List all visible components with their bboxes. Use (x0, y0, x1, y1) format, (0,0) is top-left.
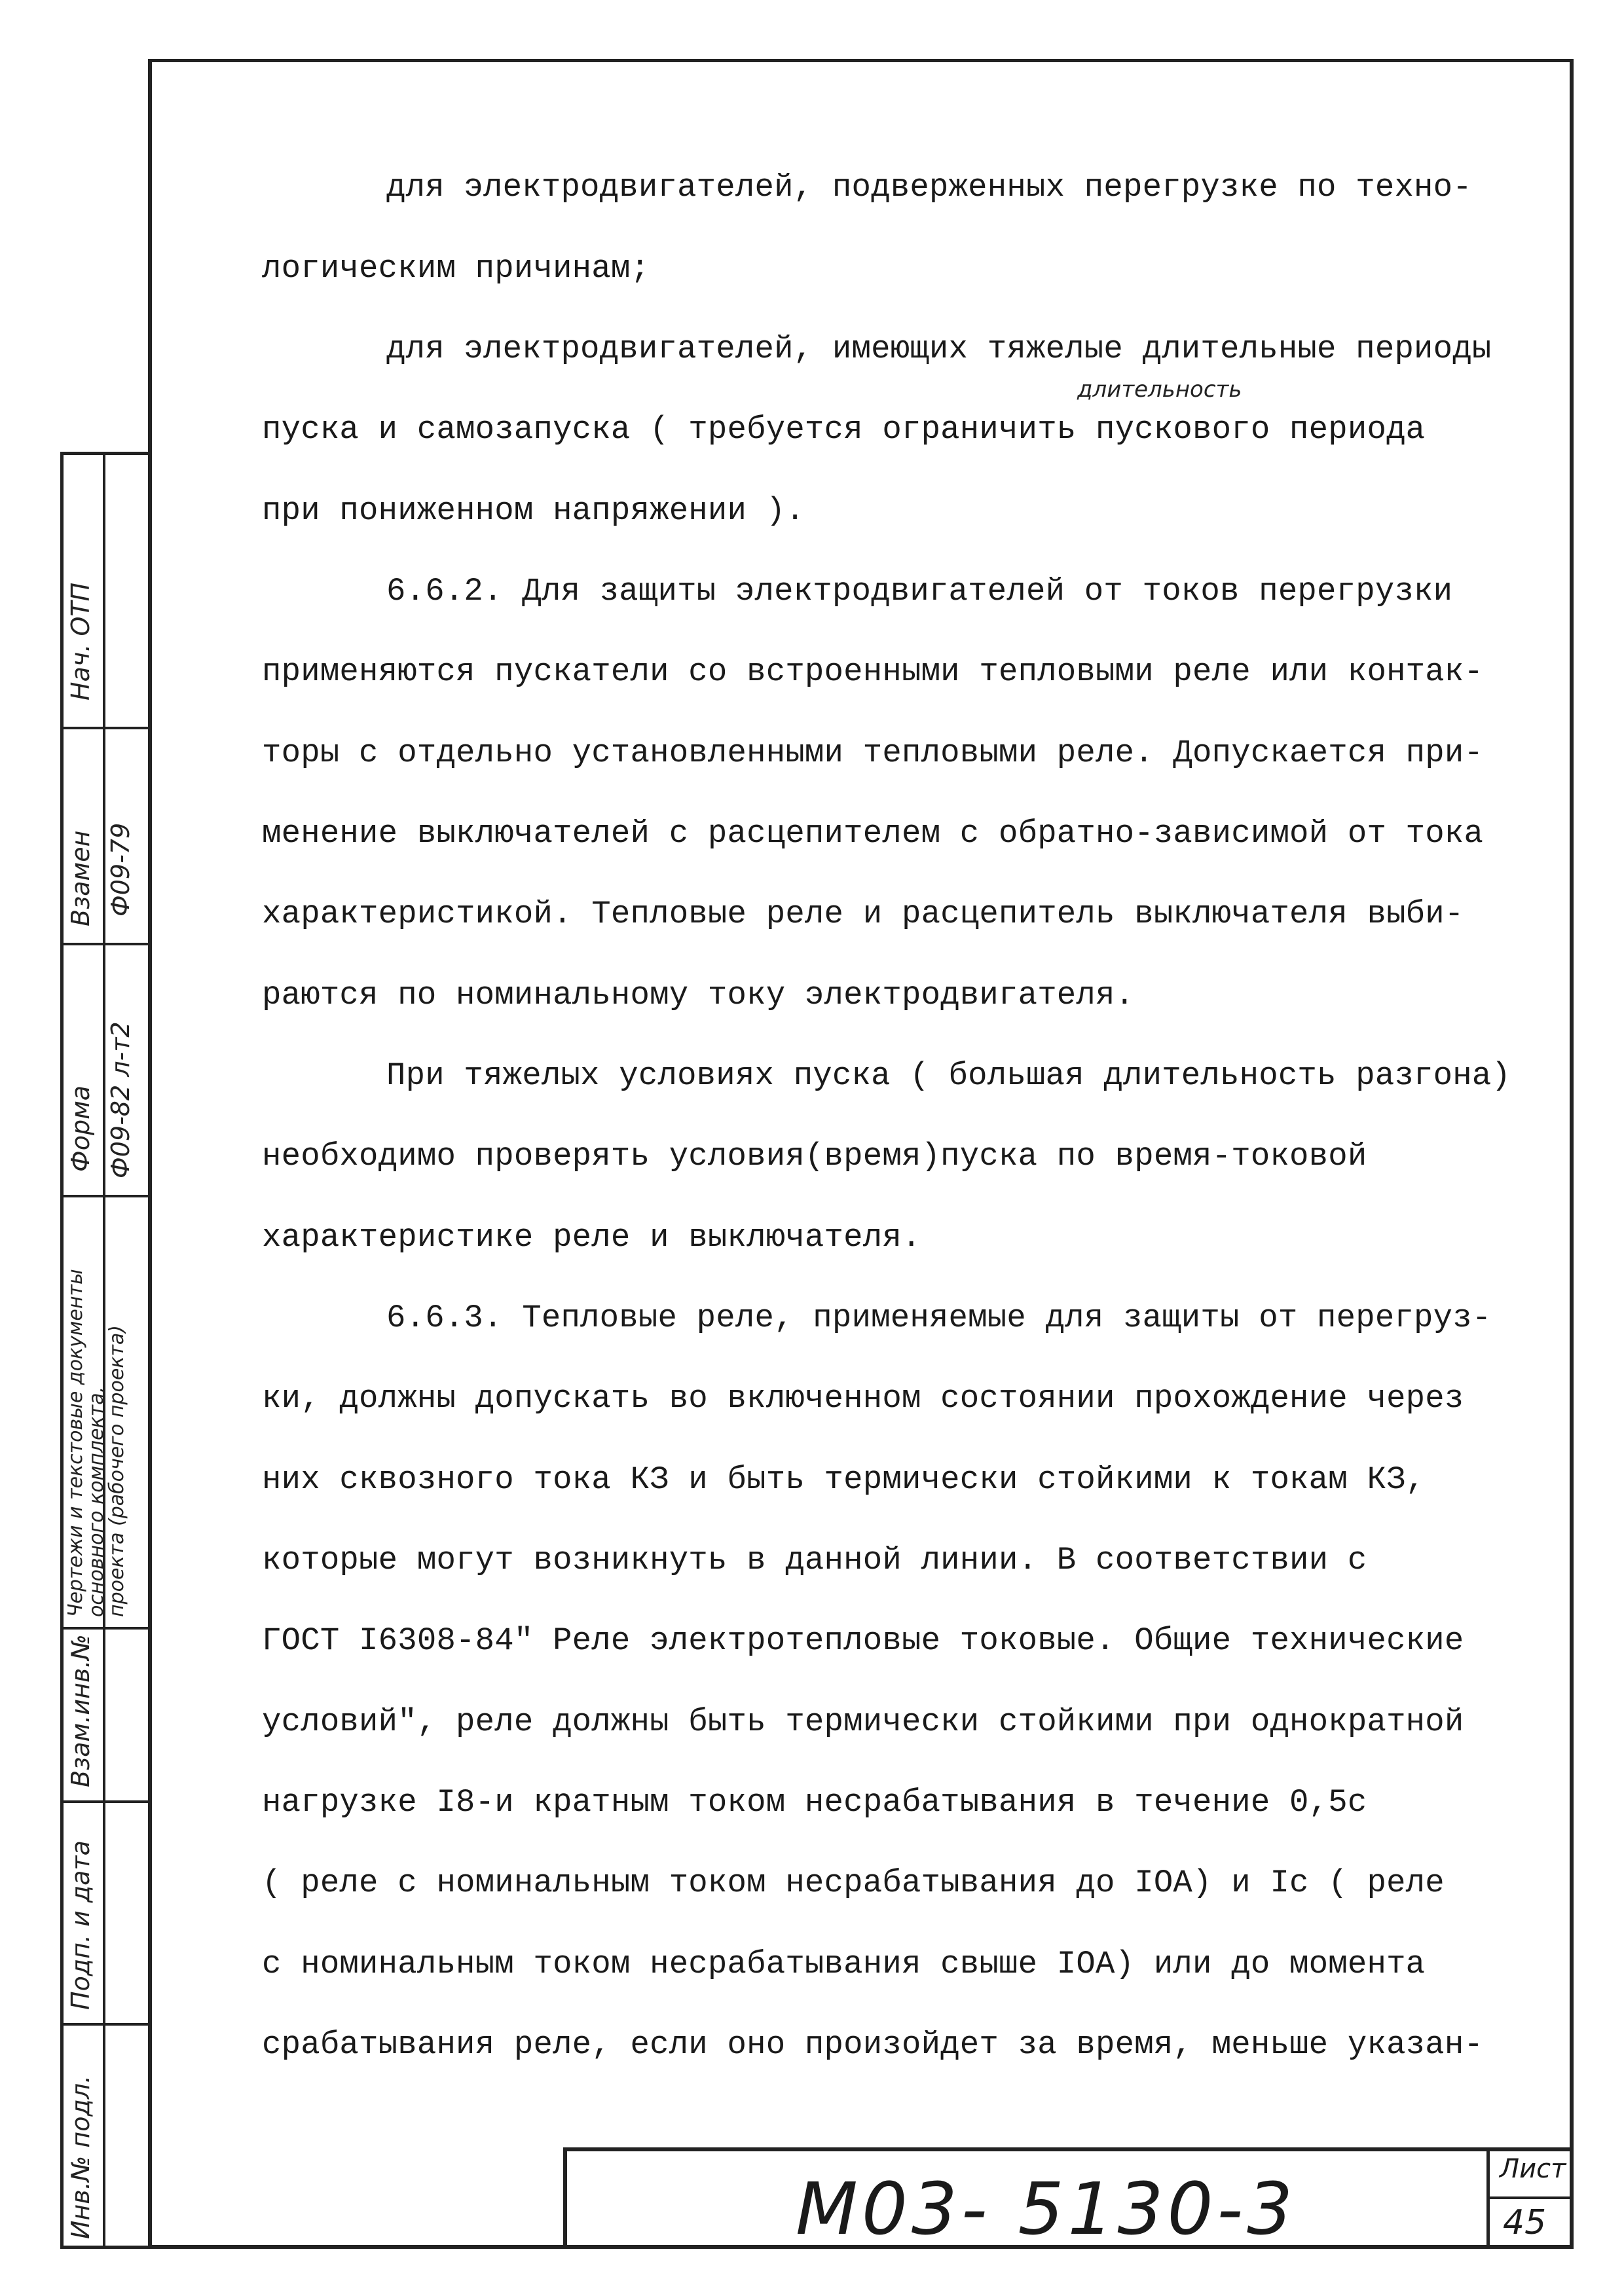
text-line: для электродвигателей, подверженных перегрузке по техно- (386, 169, 1472, 206)
text-line: которые могут возникнуть в данной линии. В соответствии с (262, 1542, 1367, 1578)
stamp-vzamen-value: Ф09-79 (106, 822, 135, 917)
text-line: при пониженном напряжении ). (262, 492, 805, 529)
stamp-row-divider (64, 727, 151, 729)
text-line: 6.6.2. Для защиты электродвигателей от токов перегрузки (386, 573, 1453, 610)
text-line: менение выключателей с расцепителем с обратно-зависимой от тока (262, 815, 1484, 852)
text-line: 6.6.3. Тепловые реле, применяемые для защиты от перегруз- (386, 1300, 1492, 1336)
text-line: срабатывания реле, если оно произойдет за время, меньше указан- (262, 2026, 1484, 2063)
stamp-inv-podl: Инв.№ подл. (66, 2075, 95, 2239)
stamp-forma-value: Ф09-82 л-т2 (106, 1021, 135, 1178)
text-line: торы с отдельно установленными тепловыми реле. Допускается при- (262, 735, 1484, 771)
stamp-vzamen-label: Взамен (66, 830, 95, 926)
text-line: ГОСТ I6308-84" Реле электротепловые токовые. Общие технические (262, 1622, 1464, 1659)
text-line: необходимо проверять условия(время)пуска по время-токовой (262, 1138, 1367, 1175)
sheet-number: 45 (1503, 2203, 1547, 2242)
stamp-row-divider (64, 2023, 151, 2026)
text-line: характеристике реле и выключателя. (262, 1219, 921, 1256)
sheet-box-divider (1490, 2196, 1574, 2199)
text-line: При тяжелых условиях пуска ( большая длительность разгона) (386, 1057, 1511, 1094)
stamp-row-divider (64, 1195, 151, 1197)
stamp-forma-label: Форма (66, 1085, 95, 1172)
stamp-row-divider (64, 1800, 151, 1803)
sheet-label: Лист (1500, 2154, 1566, 2184)
text-line: логическим причинам; (262, 250, 650, 287)
text-line: применяются пускатели со встроенными тепловыми реле или контак- (262, 653, 1484, 690)
stamp-row-divider (64, 943, 151, 945)
text-line: пуска и самозапуска ( требуется ограничить пускового периода (262, 411, 1426, 448)
text-line: характеристикой. Тепловые реле и расцепитель выключателя выби- (262, 896, 1464, 932)
text-line: нагрузке I8-и кратным током несрабатывания в течение 0,5с (262, 1784, 1367, 1821)
stamp-vzam-inv: Взам.инв.№ (66, 1634, 95, 1787)
stamp-nach-otp: Нач. ОТП (66, 582, 95, 701)
text-line: них сквозного тока КЗ и быть термически стойкими к токам КЗ, (262, 1461, 1426, 1498)
document-code: М03- 5130-3 (796, 2167, 1297, 2251)
stamp-podp-data: Подп. и дата (66, 1840, 95, 2010)
text-line: с номинальным током несрабатывания свыше IOA) или до момента (262, 1946, 1426, 1982)
text-line: раются по номинальному току электродвигателя. (262, 977, 1135, 1013)
text-line: для электродвигателей, имеющих тяжелые длительные периоды (386, 331, 1492, 367)
text-line: условий", реле должны быть термически стойкими при однократной (262, 1704, 1464, 1740)
handwritten-insert: длительность (1077, 376, 1242, 403)
text-line: ки, должны допускать во включенном состоянии прохождение через (262, 1380, 1464, 1417)
stamp-drawings-label: Чертежи и текстовые документы основного комплекта, проекта (рабочего проекта) (64, 1269, 128, 1617)
stamp-row-divider (64, 1627, 151, 1630)
text-line: ( реле с номинальным током несрабатывания до IOA) и Iс ( реле (262, 1865, 1445, 1901)
